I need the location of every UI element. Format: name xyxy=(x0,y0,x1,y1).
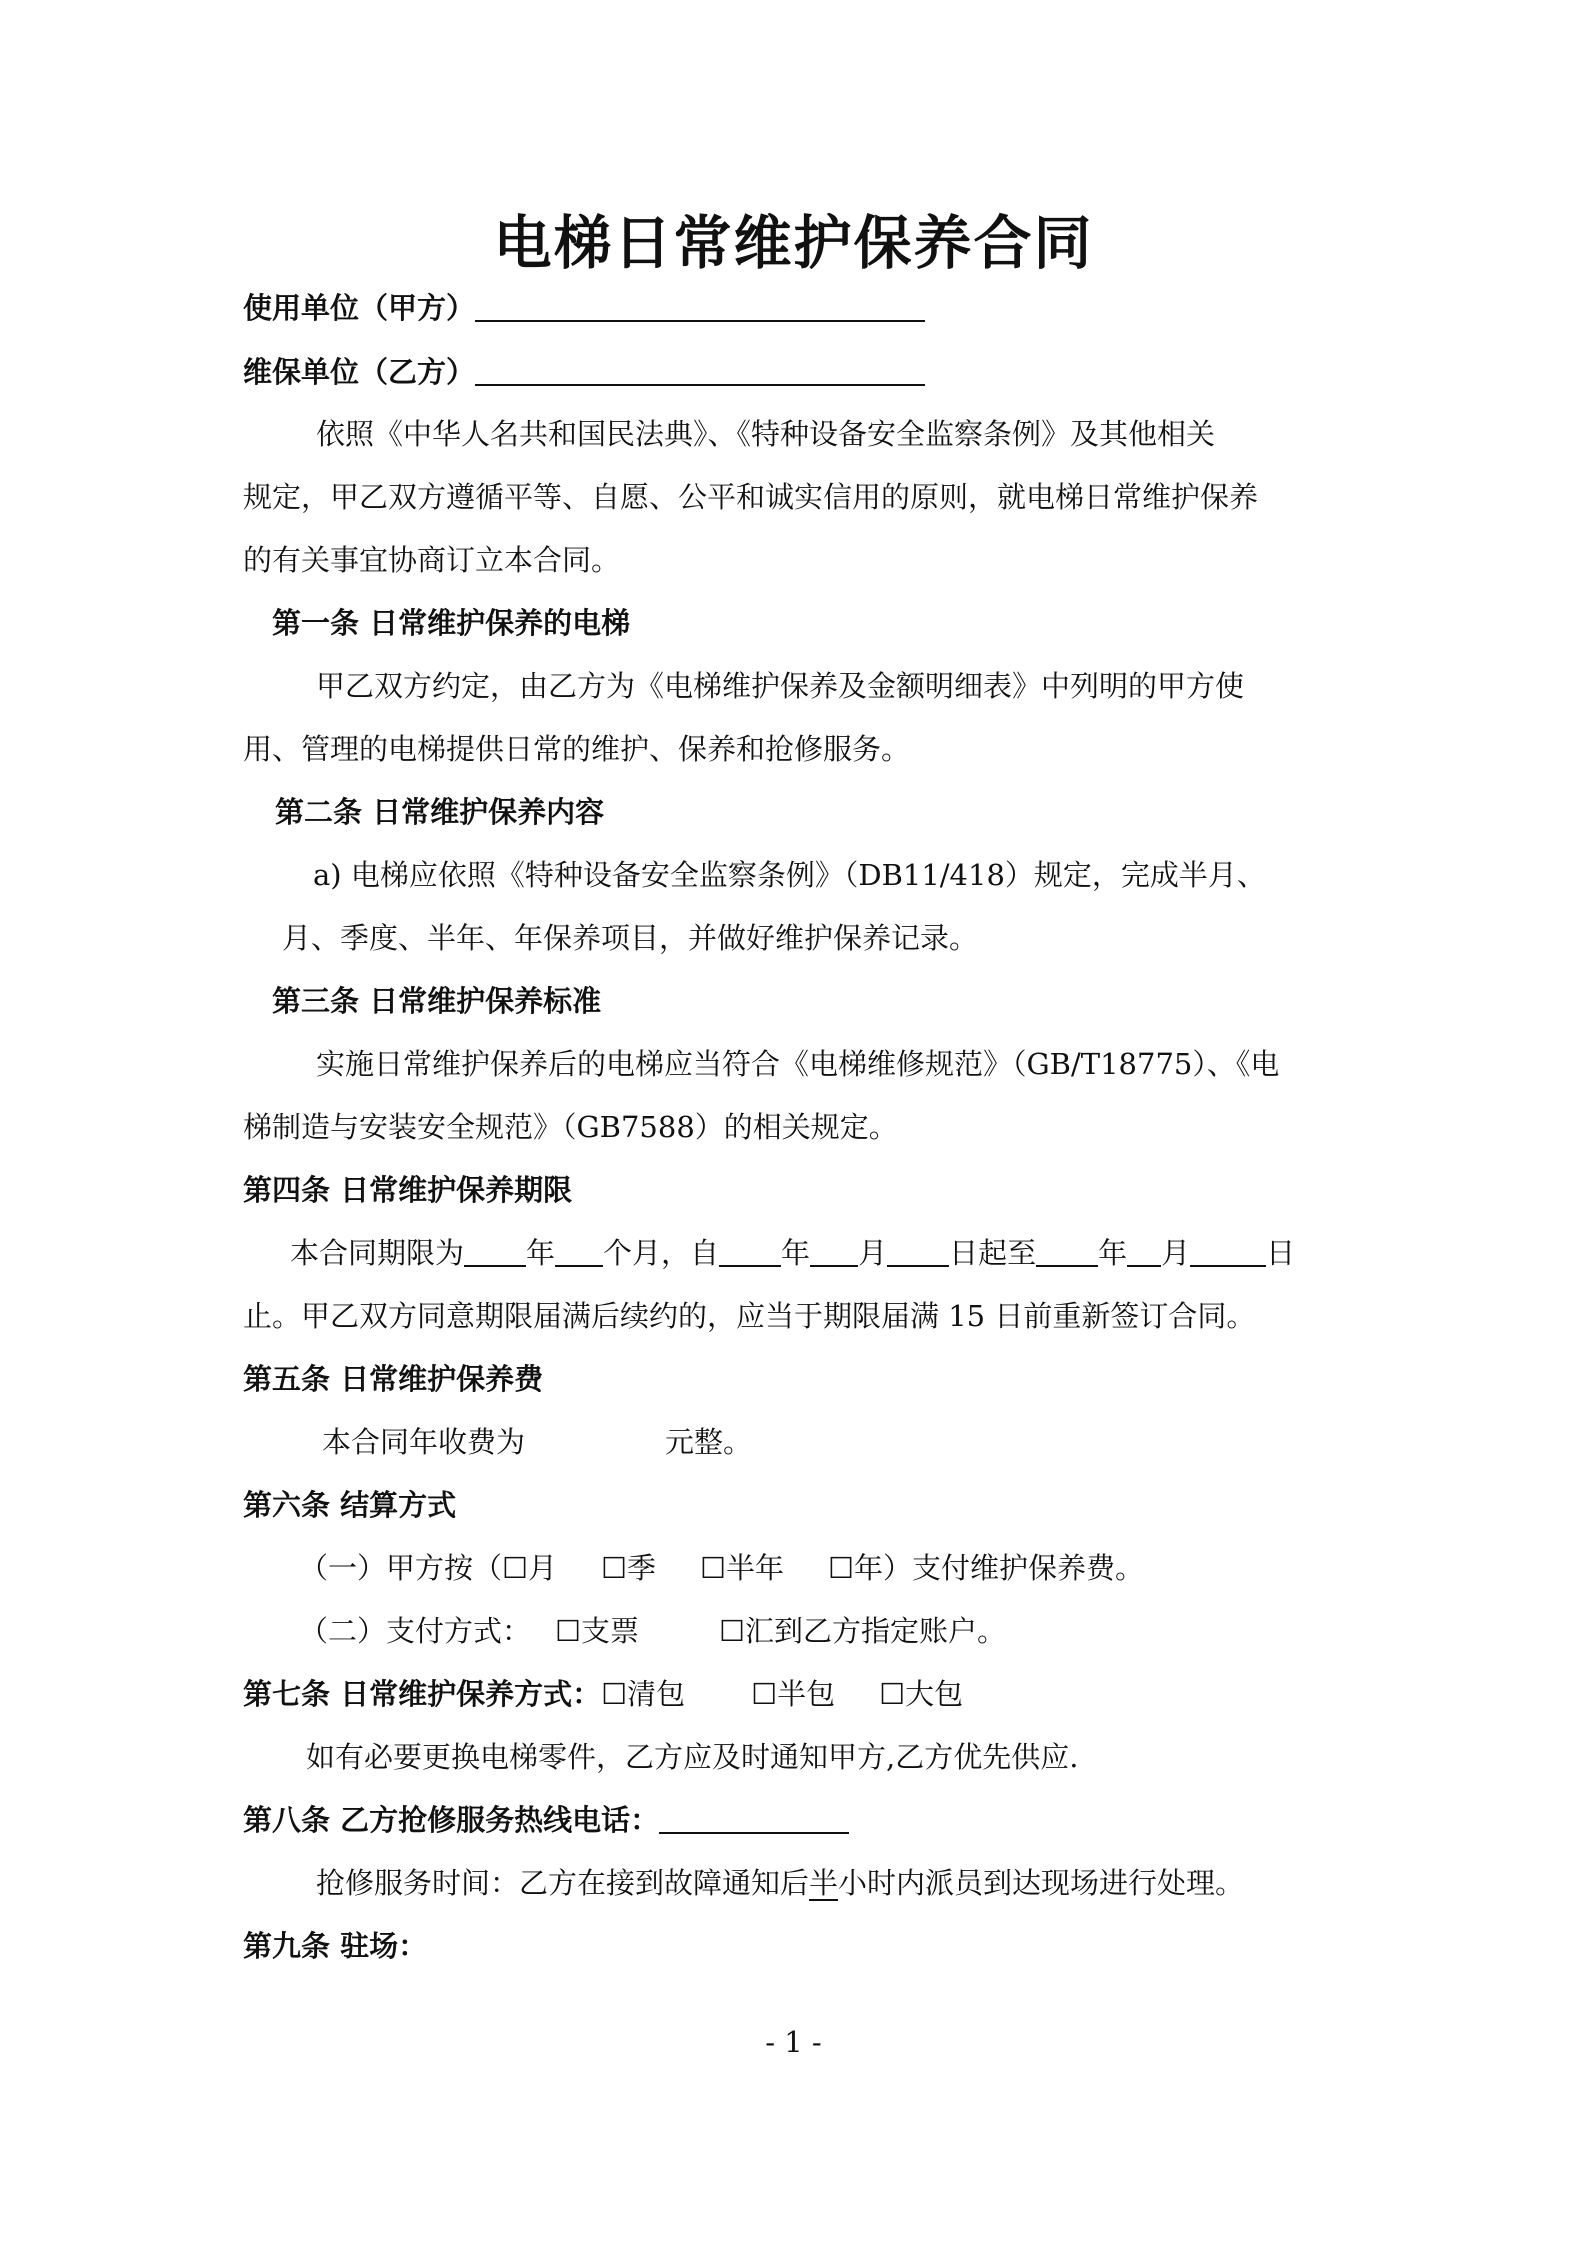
article-6-line-2 xyxy=(299,1611,1006,1651)
article-8-heading: 第八条 乙方抢修服务热线电话： xyxy=(243,1803,660,1837)
payment-cycle-prefix: （一）甲方按（ xyxy=(299,1551,503,1585)
term-year-label: 年 xyxy=(526,1236,556,1270)
party-b-line xyxy=(243,352,925,392)
end-day-blank xyxy=(1190,1235,1266,1267)
intro-line-1: 依照《中华人名共和国民法典》、《特种设备安全监察条例》及其他相关 xyxy=(316,417,1216,451)
payment-month-checkbox[interactable]: ☐月 xyxy=(502,1551,558,1585)
article-1-heading: 第一条 日常维护保养的电梯 xyxy=(272,606,631,640)
article-9-heading: 第九条 驻场： xyxy=(243,1929,428,1963)
article-2-line-2: 月、季度、半年、年保养项目，并做好维护保养记录。 xyxy=(282,921,979,955)
article-4-heading: 第四条 日常维护保养期限 xyxy=(243,1173,573,1207)
term-prefix: 本合同期限为 xyxy=(290,1236,465,1270)
maintenance-half-checkbox[interactable]: ☐半包 xyxy=(751,1677,836,1711)
service-suffix: 小时内派员到达现场进行处理。 xyxy=(838,1866,1245,1900)
start-month-label: 月 xyxy=(858,1236,888,1270)
response-hours-value: 半 xyxy=(809,1866,839,1900)
service-prefix: 抢修服务时间：乙方在接到故障通知后 xyxy=(316,1866,810,1900)
start-month-blank xyxy=(810,1235,858,1267)
article-3-line-2: 梯制造与安装安全规范》（GB7588）的相关规定。 xyxy=(243,1110,898,1144)
payment-year-checkbox[interactable]: ☐年）支付维护保养费。 xyxy=(828,1551,1145,1585)
article-2-line-1: a) 电梯应依照《特种设备安全监察条例》（DB11/418）规定，完成半月、 xyxy=(313,858,1266,892)
party-b-blank xyxy=(475,354,925,386)
term-months-label: 个月，自 xyxy=(603,1236,720,1270)
payment-half-year-checkbox[interactable]: ☐半年 xyxy=(700,1551,785,1585)
article-8-service-line xyxy=(316,1863,1244,1903)
page-number: - 1 - xyxy=(765,2025,822,2059)
article-5-heading: 第五条 日常维护保养费 xyxy=(243,1362,544,1396)
party-a-blank xyxy=(475,290,925,322)
party-b-label: 维保单位（乙方） xyxy=(243,355,476,389)
term-years-blank xyxy=(464,1235,526,1267)
payment-transfer-checkbox[interactable]: ☐汇到乙方指定账户。 xyxy=(719,1614,1007,1648)
article-4-line-2: 止。甲乙双方同意期限届满后续约的，应当于期限届满 15 日前重新签订合同。 xyxy=(243,1299,1256,1333)
party-a-line xyxy=(243,288,925,328)
article-7-heading: 第七条 日常维护保养方式： xyxy=(243,1677,602,1711)
end-year-blank xyxy=(1036,1235,1098,1267)
end-day-label: 日 xyxy=(1266,1236,1296,1270)
intro-line-2: 规定，甲乙双方遵循平等、自愿、公平和诚实信用的原则，就电梯日常维护保养 xyxy=(243,480,1259,514)
start-year-label: 年 xyxy=(781,1236,811,1270)
maintenance-full-checkbox[interactable]: ☐清包 xyxy=(601,1677,686,1711)
article-3-line-1: 实施日常维护保养后的电梯应当符合《电梯维修规范》（GB/T18775）、《电 xyxy=(316,1047,1280,1081)
article-4-term-line xyxy=(290,1233,1295,1273)
party-a-label: 使用单位（甲方） xyxy=(243,291,476,325)
start-day-blank xyxy=(887,1235,949,1267)
article-7-line xyxy=(243,1674,963,1714)
article-5-fee-line xyxy=(322,1422,752,1462)
article-2-heading: 第二条 日常维护保养内容 xyxy=(275,795,605,829)
start-day-label: 日起至 xyxy=(949,1236,1037,1270)
payment-quarter-checkbox[interactable]: ☐季 xyxy=(601,1551,657,1585)
end-month-label: 月 xyxy=(1161,1236,1191,1270)
article-1-line-1: 甲乙双方约定，由乙方为《电梯维护保养及金额明细表》中列明的甲方使 xyxy=(316,669,1245,703)
maintenance-large-checkbox[interactable]: ☐大包 xyxy=(879,1677,964,1711)
fee-prefix: 本合同年收费为 xyxy=(322,1425,526,1459)
term-months-blank xyxy=(555,1235,603,1267)
fee-suffix: 元整。 xyxy=(665,1425,753,1459)
article-8-line xyxy=(243,1800,849,1840)
article-7-parts-line: 如有必要更换电梯零件，乙方应及时通知甲方,乙方优先供应. xyxy=(306,1740,1079,1774)
payment-cheque-checkbox[interactable]: ☐支票 xyxy=(555,1614,640,1648)
document-title: 电梯日常维护保养合同 xyxy=(493,209,1094,277)
start-year-blank xyxy=(719,1235,781,1267)
payment-method-prefix: （二）支付方式： xyxy=(299,1614,532,1648)
article-1-line-2: 用、管理的电梯提供日常的维护、保养和抢修服务。 xyxy=(243,732,911,766)
article-6-line-1 xyxy=(299,1548,1144,1588)
intro-line-3: 的有关事宜协商订立本合同。 xyxy=(243,543,621,577)
end-month-blank xyxy=(1127,1235,1161,1267)
article-3-heading: 第三条 日常维护保养标准 xyxy=(272,984,602,1018)
article-6-heading: 第六条 结算方式 xyxy=(243,1488,457,1522)
end-year-label: 年 xyxy=(1098,1236,1128,1270)
hotline-blank xyxy=(659,1802,849,1834)
